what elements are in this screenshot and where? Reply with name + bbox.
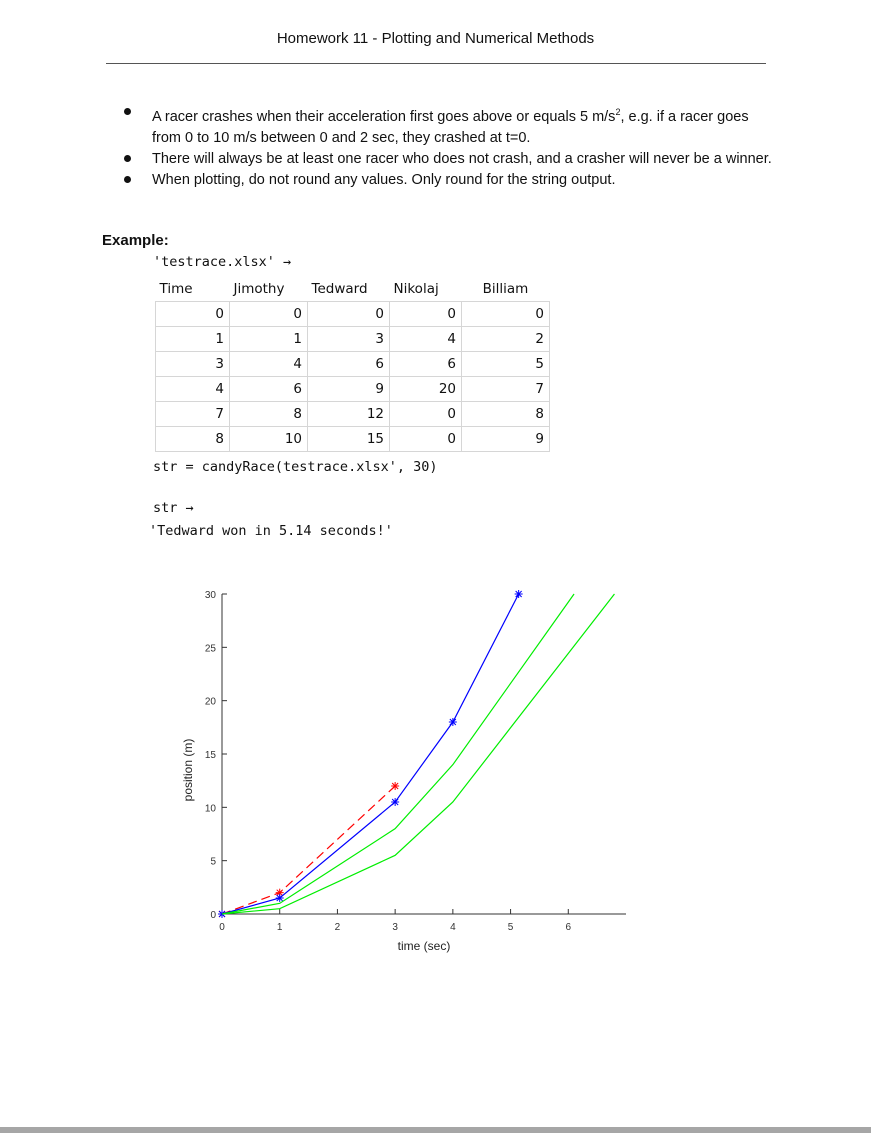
example-file-input: 'testrace.xlsx' → [153, 254, 292, 270]
table-cell: 6 [308, 352, 390, 377]
rules-list [106, 102, 776, 191]
series-point-1 [449, 718, 457, 726]
output-variable-line: str → [153, 500, 194, 516]
table-row [156, 377, 550, 402]
table-header-row [156, 277, 550, 302]
table-row [156, 352, 550, 377]
y-axis-label: position (m) [181, 738, 195, 802]
column-header: Jimothy [233, 281, 285, 297]
output-result-line: 'Tedward won in 5.14 seconds!' [149, 523, 393, 539]
table-cell: 4 [156, 377, 230, 402]
table-row [156, 302, 550, 327]
list-item [106, 170, 776, 191]
table-cell: 4 [230, 352, 308, 377]
y-tick-label: 0 [210, 910, 216, 921]
y-tick-label: 30 [204, 590, 216, 601]
table-cell: 10 [230, 427, 308, 452]
function-call-line: str = candyRace(testrace.xlsx', 30) [153, 459, 438, 475]
series-point-0 [391, 782, 399, 790]
table-cell: 7 [156, 402, 230, 427]
list-item [106, 102, 776, 149]
list-item [106, 149, 776, 170]
table-cell: 8 [156, 427, 230, 452]
table-cell: 1 [230, 327, 308, 352]
table-cell: 4 [390, 327, 462, 352]
y-tick-label: 20 [204, 696, 216, 708]
page-bottom-bar [0, 1127, 871, 1133]
series-line-2 [222, 594, 574, 914]
bullet-icon [124, 176, 131, 183]
column-header: Tedward [311, 281, 368, 297]
table-cell: 9 [308, 377, 390, 402]
bullet-icon [124, 108, 131, 115]
table-cell: 15 [308, 427, 390, 452]
chart-axes [205, 590, 626, 933]
table-cell: 8 [230, 402, 308, 427]
race-position-chart [170, 580, 640, 970]
rule-text-3: When plotting, do not round any values. Only round for the string output. [152, 171, 616, 188]
table-cell: 0 [230, 302, 308, 327]
table-cell: 6 [390, 352, 462, 377]
table-cell: 0 [462, 302, 550, 327]
rule-superscript: 2 [615, 107, 621, 117]
bullet-icon [124, 155, 131, 162]
rule-text-1-before: A racer crashes when their acceleration first goes above or equals 5 m/s [152, 108, 616, 125]
table-row [156, 327, 550, 352]
table-row [156, 427, 550, 452]
table-cell: 12 [308, 402, 390, 427]
x-tick-label: 3 [392, 922, 398, 933]
x-tick-label: 6 [565, 922, 572, 933]
x-axis-label: time (sec) [397, 939, 451, 953]
table-cell: 0 [390, 427, 462, 452]
table-cell: 3 [308, 327, 390, 352]
race-data-table [155, 277, 550, 452]
table-cell: 5 [462, 352, 550, 377]
page-header-title: Homework 11 - Plotting and Numerical Methods [276, 30, 595, 47]
x-tick-label: 1 [276, 922, 283, 933]
table-row [156, 402, 550, 427]
example-heading: Example: [102, 232, 169, 249]
table-cell: 20 [390, 377, 462, 402]
column-header: Nikolaj [393, 281, 439, 297]
table-cell: 7 [462, 377, 550, 402]
series-point-1 [391, 798, 399, 806]
x-tick-label: 4 [450, 922, 456, 933]
table-cell: 0 [308, 302, 390, 327]
y-tick-label: 15 [204, 750, 216, 761]
series-point-1 [276, 894, 284, 902]
x-tick-label: 5 [507, 922, 514, 933]
table-cell: 1 [156, 327, 230, 352]
column-header: Billiam [482, 281, 529, 297]
table-cell: 0 [390, 402, 462, 427]
table-cell: 0 [156, 302, 230, 327]
header-divider [106, 63, 766, 64]
column-header: Time [159, 281, 193, 297]
x-tick-label: 2 [334, 922, 341, 933]
table-cell: 6 [230, 377, 308, 402]
table-cell: 3 [156, 352, 230, 377]
rule-text-1-after: , e.g. if a racer goes from 0 to 10 m/s between 0 and 2 sec, they crashed at t=0. [152, 108, 749, 146]
y-tick-label: 5 [210, 856, 216, 868]
table-cell: 2 [462, 327, 550, 352]
chart-series-layer [218, 590, 614, 918]
x-tick-label: 0 [219, 922, 225, 933]
y-tick-label: 10 [204, 803, 216, 815]
series-point-1 [515, 590, 523, 598]
rule-text-2: There will always be at least one racer who does not crash, and a crasher will never be a winner. [152, 150, 772, 167]
table-cell: 0 [390, 302, 462, 327]
table-cell: 9 [462, 427, 550, 452]
y-tick-label: 25 [204, 643, 216, 655]
table-cell: 8 [462, 402, 550, 427]
series-line-3 [222, 594, 614, 914]
series-line-1 [222, 594, 519, 914]
